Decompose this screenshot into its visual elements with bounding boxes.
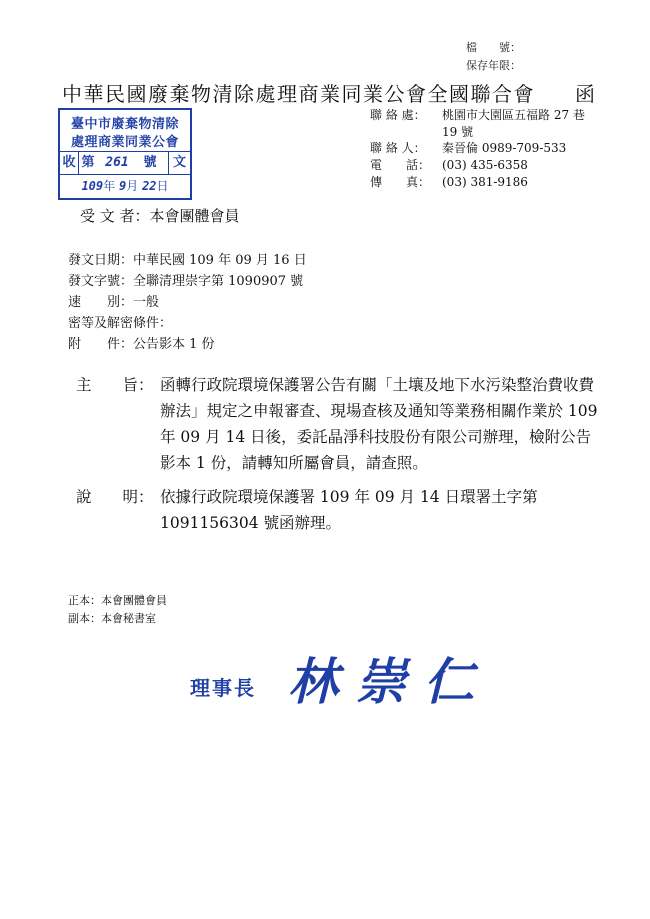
document-title: 中華民國廢棄物清除處理商業同業公會全國聯合會 <box>62 82 535 106</box>
original-recipients: 正本：本會團體會員 <box>68 594 167 607</box>
explanation-text: 依據行政院環境保護署 109 年 09 月 14 日環署土字第 1091156304 號函辦理。 <box>160 488 538 532</box>
address-line2: 19 號 <box>442 125 474 139</box>
stamp-org-line1: 臺中市廢棄物清除 <box>70 117 179 132</box>
person-value: 秦晉倫 0989-709-533 <box>442 141 567 155</box>
person-label: 聯 絡 人： <box>370 141 426 155</box>
subject-label: 主 旨： <box>76 376 154 394</box>
stamp-month: 9 <box>118 179 127 193</box>
subject-text: 函轉行政院環境保護署公告有關「土壤及地下水污染整治費收費辦法」規定之申報審查、現場查核及通知等業務相關作業於 109 年 09 月 14 日後，委託晶淨科技股份有限公司辦理，檢附公告影本 1 份，請轉知所屬會員，請查照。 <box>160 376 598 472</box>
explanation-label: 說 明： <box>76 488 154 506</box>
stamp-number: 261 <box>105 155 129 170</box>
stamp-org-line2: 處理商業同業公會 <box>70 135 179 150</box>
stamp-receive-char: 收 <box>62 155 76 170</box>
issue-date: 發文日期：中華民國 109 年 09 月 16 日 <box>68 253 307 268</box>
stamp-month-char: 月 <box>126 179 139 193</box>
attachment: 附 件：公告影本 1 份 <box>68 337 215 352</box>
stamp-no-suffix: 號 <box>143 155 157 170</box>
contact-address <box>370 106 585 123</box>
stamp-year-char: 年 <box>103 179 116 193</box>
file-number-label: 檔 號： <box>466 41 521 54</box>
retention-period-label: 保存年限： <box>466 59 521 72</box>
secrecy-conditions: 密等及解密條件： <box>68 316 173 331</box>
stamp-wen-char: 文 <box>172 155 186 170</box>
contact-person <box>370 139 566 156</box>
fax-label: 傳 真： <box>370 175 431 189</box>
stamp-day-char: 日 <box>156 179 169 193</box>
receipt-stamp <box>58 108 192 200</box>
signature-title: 理事長 <box>190 676 256 700</box>
address-label: 聯 絡 處： <box>370 108 426 122</box>
stamp-no-prefix: 第 <box>81 155 95 170</box>
contact-fax <box>370 173 528 190</box>
phone-value: (03) 435-6358 <box>442 158 528 172</box>
phone-label: 電 話： <box>370 158 431 172</box>
stamp-day: 22 <box>142 179 157 193</box>
recipient: 受 文 者：本會團體會員 <box>80 207 240 225</box>
contact-phone <box>370 156 528 173</box>
issue-number: 發文字號：全聯清理崇字第 1090907 號 <box>68 274 304 289</box>
address-line1: 桃園市大園區五福路 27 巷 <box>442 108 585 122</box>
stamp-date <box>60 176 190 196</box>
stamp-year: 109 <box>81 179 104 193</box>
signature-name: 林崇仁 <box>288 652 492 711</box>
document-type: 函 <box>575 82 595 106</box>
fax-value: (03) 381-9186 <box>442 175 528 189</box>
copy-recipients: 副本：本會秘書室 <box>68 612 156 625</box>
delivery-speed: 速 別：一般 <box>68 295 160 310</box>
